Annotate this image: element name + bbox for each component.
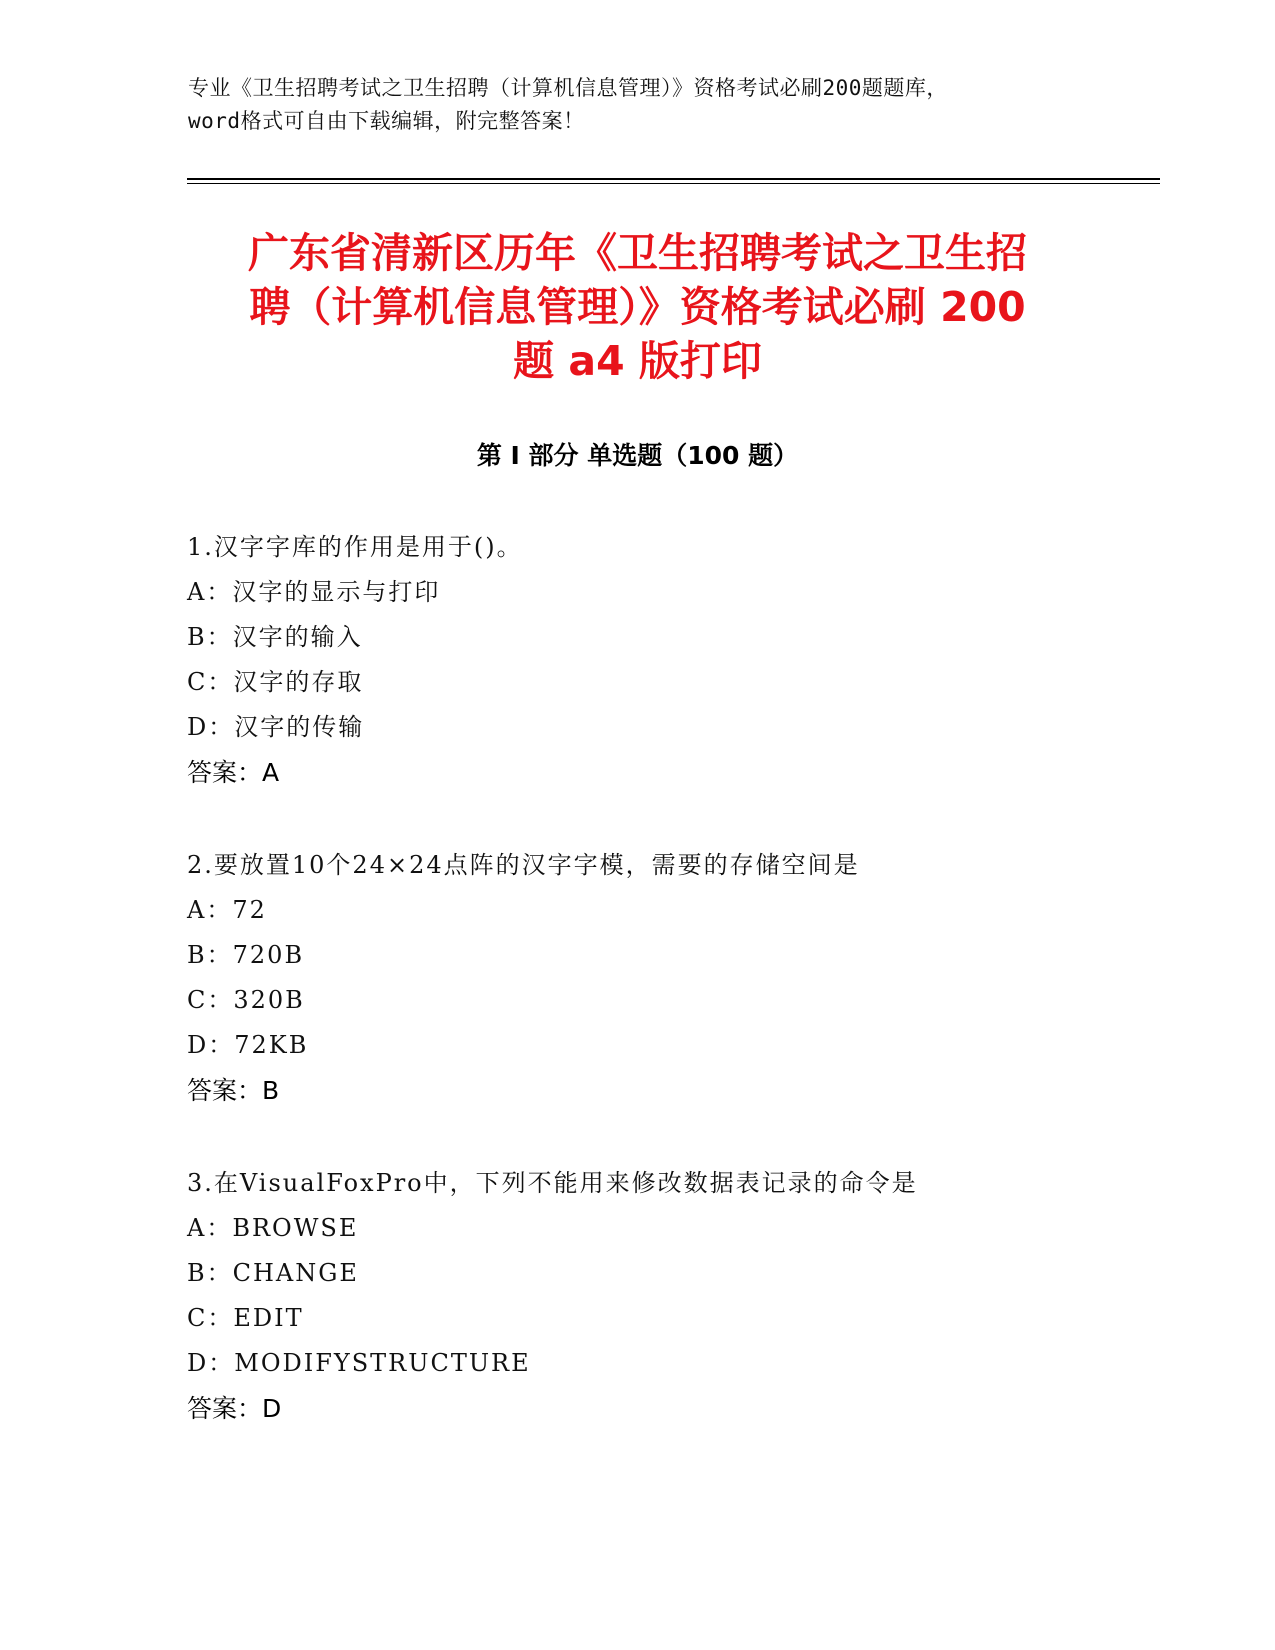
- option-b: B：汉字的输入: [187, 623, 363, 651]
- header-note-line-2: word格式可自由下载编辑，附完整答案！: [188, 109, 585, 133]
- question-3: [187, 1161, 1187, 1431]
- header-divider-thick: [187, 178, 1160, 180]
- option-a: A：BROWSE: [187, 1214, 359, 1242]
- answer-label: 答案：A: [187, 758, 280, 787]
- question-stem: 1.汉字字库的作用是用于()。: [187, 533, 523, 561]
- header-divider-thin: [187, 183, 1160, 184]
- header-note-line-1: 专业《卫生招聘考试之卫生招聘（计算机信息管理）》资格考试必刷200题题库，: [188, 76, 948, 100]
- title-line-2: 聘（计算机信息管理）》资格考试必刷 200: [249, 283, 1026, 331]
- option-d: D：MODIFYSTRUCTURE: [187, 1349, 531, 1377]
- question-1: [187, 525, 1187, 795]
- title-line-1: 广东省清新区历年《卫生招聘考试之卫生招: [248, 229, 1027, 277]
- option-c: C：320B: [187, 986, 305, 1014]
- answer-label: 答案：B: [187, 1076, 280, 1105]
- question-2: [187, 843, 1187, 1113]
- option-b: B：CHANGE: [187, 1259, 359, 1287]
- option-b: B：720B: [187, 941, 305, 969]
- header-note: [188, 72, 1088, 138]
- option-a: A：汉字的显示与打印: [187, 578, 441, 606]
- option-c: C：汉字的存取: [187, 668, 364, 696]
- option-a: A：72: [187, 896, 267, 924]
- title-line-3: 题 a4 版打印: [513, 337, 762, 385]
- question-stem: 3.在VisualFoxPro中，下列不能用来修改数据表记录的命令是: [187, 1169, 918, 1197]
- document-title: [150, 226, 1125, 388]
- question-stem: 2.要放置10个24×24点阵的汉字字模，需要的存储空间是: [187, 851, 860, 879]
- answer-label: 答案：D: [187, 1394, 282, 1423]
- section-heading: 第 I 部分 单选题（100 题）: [476, 441, 799, 470]
- option-c: C：EDIT: [187, 1304, 304, 1332]
- option-d: D：汉字的传输: [187, 713, 365, 741]
- option-d: D：72KB: [187, 1031, 309, 1059]
